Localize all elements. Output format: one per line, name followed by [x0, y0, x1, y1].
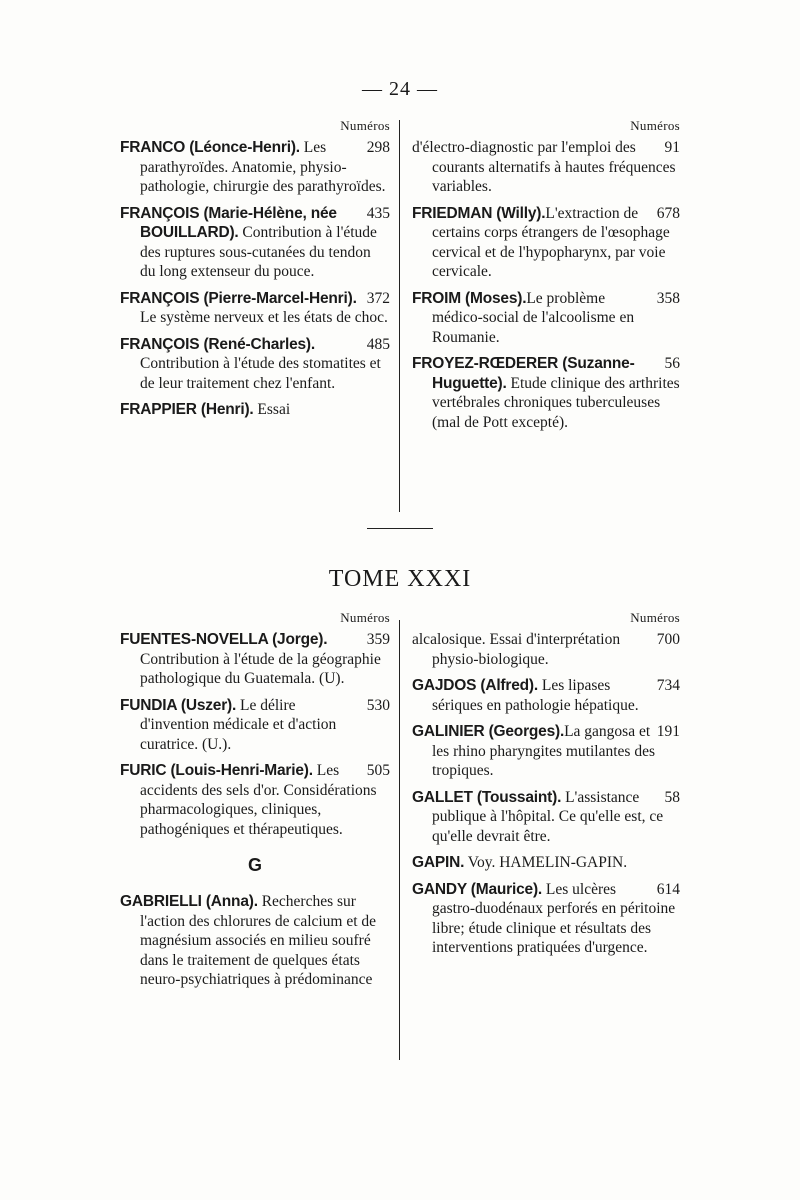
entry-title: Les parathyroïdes. Anatomie, physio-pathologie, chirurgie des parathyroïdes.: [140, 139, 386, 195]
entry-number: 614: [656, 880, 680, 898]
entry-author: FROYEZ-RŒDERER (Suzanne-Huguette).: [412, 355, 635, 392]
numeros-label: Numéros: [340, 610, 390, 625]
entry-title: Les ulcères gastro-duodénaux perforés en péritoine libre; étude clinique et résultats des interventions pratiquées d'urgence.: [432, 880, 676, 956]
entry-title: d'électro-diagnostic par l'emploi des courants alternatifs à hautes fréquences variables.: [412, 139, 676, 195]
section-divider: [367, 528, 433, 529]
entry-author: GAJDOS (Alfred).: [412, 677, 538, 694]
tome-title: TOME XXXI: [328, 566, 472, 592]
entry-number: 485: [366, 335, 390, 353]
entry-number: 358: [656, 289, 680, 307]
index-entry: [120, 204, 390, 282]
index-entry: [120, 335, 390, 394]
bottom-left-column: [120, 610, 390, 997]
index-entry: [120, 630, 390, 689]
entry-author: FRANCO (Léonce-Henri).: [120, 139, 300, 156]
index-entry: [120, 696, 390, 755]
entry-title: Contribution à l'étude de la géographie pathologique du Guatemala. (U).: [140, 650, 381, 687]
entry-number: 58: [664, 788, 680, 806]
entry-title: Contribution à l'étude des stomatites et de leur traitement chez l'enfant.: [140, 355, 381, 392]
index-entry: [120, 400, 390, 420]
numeros-label: Numéros: [630, 610, 680, 625]
entry-title: L'extraction de certains corps étrangers de l'œsophage cervical et de l'hypopharynx, par voie cervicale.: [432, 204, 670, 280]
top-left-column: [120, 118, 390, 427]
entry-title: Les accidents des sels d'or. Considérations pharmacologiques, cliniques, pathogéniques et thérapeutiques.: [140, 762, 377, 838]
entry-number: 191: [656, 723, 680, 740]
entry-number: 734: [656, 677, 680, 694]
entry-number: 435: [366, 204, 390, 222]
index-entry: [412, 676, 680, 715]
entry-title: Essai: [253, 401, 291, 418]
entry-author: GANDY (Maurice).: [412, 880, 543, 898]
index-entry: [412, 722, 680, 781]
index-entry: [412, 788, 680, 847]
index-entry: [412, 204, 680, 282]
entry-title: La gangosa et les rhino pharyngites mutilantes des tropiques.: [432, 723, 655, 779]
entry-title: Contribution à l'étude des ruptures sous-cutanées du tendon du long extenseur du pouce.: [140, 224, 377, 280]
entry-title: alcalosique. Essai d'interprétation physio-biologique.: [412, 631, 621, 668]
entry-author: GAPIN.: [412, 854, 465, 871]
entry-title: Le problème médico-social de l'alcoolisme en Roumanie.: [432, 289, 635, 346]
entry-title: Voy. HAMELIN-GAPIN.: [464, 854, 628, 871]
entry-title: Recherches sur l'action des chlorures de calcium et de magnésium associés en milieu soufré dans le traitement de quelques états neuro-psychiatriques à prédominance: [140, 893, 377, 988]
top-right-column: [412, 118, 680, 439]
entry-author: GALINIER (Georges).: [412, 723, 565, 740]
entry-title: L'assistance publique à l'hôpital. Ce qu'elle est, ce qu'elle devrait être.: [432, 788, 664, 845]
entry-number: 298: [366, 139, 390, 156]
entry-author: FRANÇOIS (Pierre-Marcel-Henri).: [120, 289, 357, 307]
index-entry: [412, 853, 680, 873]
entry-author: FRANÇOIS (René-Charles).: [120, 335, 316, 353]
index-entry: [412, 354, 680, 432]
page-number: — 24 —: [362, 78, 438, 100]
entry-number: 56: [664, 355, 680, 372]
entry-author: GABRIELLI (Anna).: [120, 893, 258, 910]
entry-number: 505: [366, 762, 390, 779]
entry-number: 372: [366, 289, 390, 307]
index-entry: [412, 289, 680, 348]
numeros-label: Numéros: [630, 118, 680, 133]
entry-author: FURIC (Louis-Henri-Marie).: [120, 762, 313, 779]
entry-author: FRAPPIER (Henri).: [120, 401, 254, 418]
entry-title: Les lipases sériques en pathologie hépatique.: [432, 677, 639, 714]
index-entry: [412, 630, 680, 669]
entry-author: FUNDIA (Uszer).: [120, 696, 237, 714]
bottom-right-column: [412, 610, 680, 965]
entry-author: FROIM (Moses).: [412, 289, 527, 307]
entry-title: Etude clinique des arthrites vertébrales chroniques tuberculeuses (mal de Pott excepté).: [432, 374, 680, 431]
index-entry: [412, 138, 680, 197]
entry-number: 359: [366, 631, 390, 648]
index-entry: [412, 880, 680, 958]
entry-author: GALLET (Toussaint).: [412, 788, 562, 806]
column-divider: [399, 120, 400, 512]
entry-number: 530: [366, 696, 390, 714]
entry-number: 700: [656, 631, 680, 648]
entry-title: Le système nerveux et les états de choc.: [140, 309, 388, 326]
entry-author: FRANÇOIS (Marie-Hélène, née BOUILLARD).: [120, 204, 337, 241]
index-entry: [120, 761, 390, 839]
entry-number: 678: [656, 204, 680, 222]
numeros-label: Numéros: [340, 118, 390, 133]
column-divider: [399, 620, 400, 1060]
letter-heading: G: [247, 855, 262, 875]
entry-number: 91: [664, 139, 680, 156]
entry-author: FUENTES-NOVELLA (Jorge).: [120, 631, 328, 648]
entry-author: FRIEDMAN (Willy).: [412, 204, 546, 222]
index-entry: [120, 289, 390, 328]
entry-title: Le délire d'invention médicale et d'action curatrice. (U.).: [140, 696, 337, 753]
index-entry: [120, 138, 390, 197]
index-entry: [120, 892, 390, 990]
